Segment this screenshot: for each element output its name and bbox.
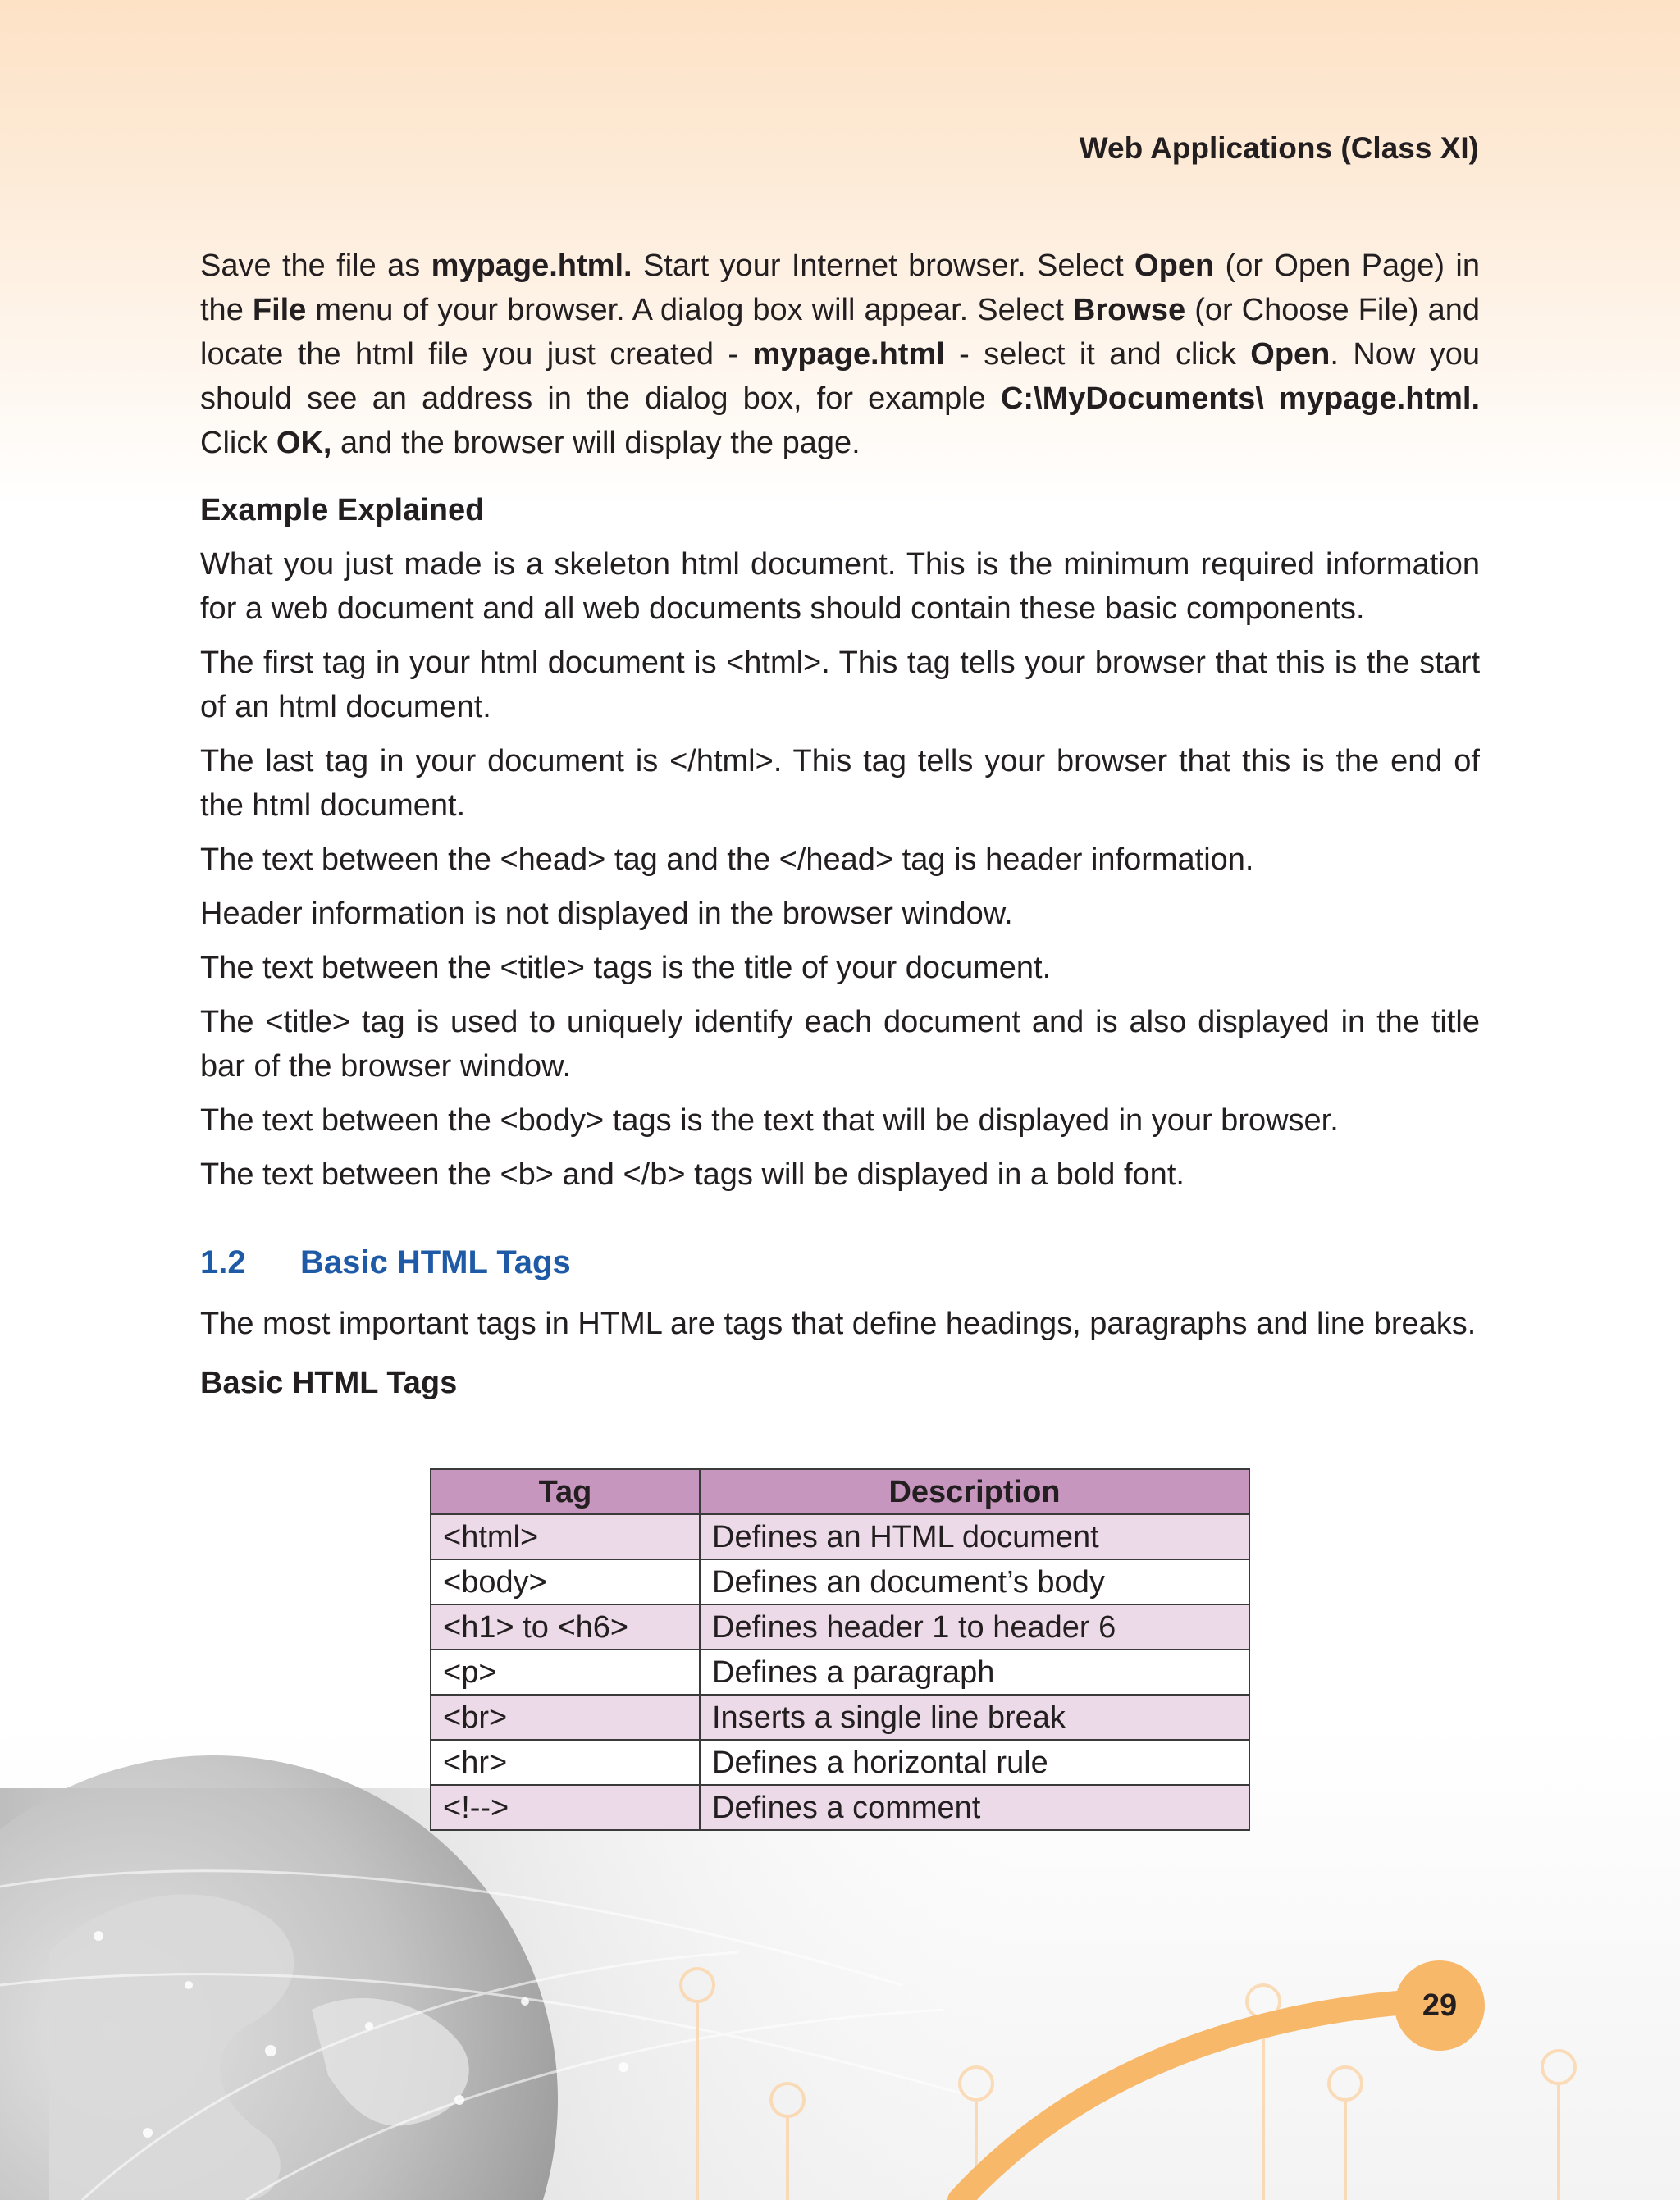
- example-paragraph-1: What you just made is a skeleton html document. This is the minimum required information for a web document and all web documents should contain these basic components.: [200, 547, 1480, 626]
- example-explained-heading: Example Explained: [200, 493, 485, 527]
- table-cell-description: Defines header 1 to header 6: [700, 1604, 1249, 1650]
- intro-bold-term: C:\MyDocuments\ mypage.html.: [1000, 381, 1480, 416]
- table-row: [431, 1785, 1249, 1830]
- section-heading: [200, 1240, 571, 1285]
- table-cell-tag: <body>: [431, 1559, 700, 1604]
- table-header-description: Description: [700, 1469, 1249, 1514]
- section-intro-block: [200, 1302, 1480, 1405]
- table-cell-tag: <hr>: [431, 1740, 700, 1785]
- example-paragraph-4: The text between the <head> tag and the </head> tag is header information.: [200, 842, 1254, 877]
- intro-text-run: . Now you should see an address in the dialog box, for example: [200, 337, 1480, 416]
- table-cell-tag: <h1> to <h6>: [431, 1604, 700, 1650]
- table-cell-tag: <p>: [431, 1650, 700, 1695]
- intro-text-run: Start your Internet browser. Select: [632, 249, 1135, 283]
- section-intro-paragraph: The most important tags in HTML are tags that define headings, paragraphs and line breaks.: [200, 1307, 1477, 1341]
- table-cell-description: Defines a paragraph: [700, 1650, 1249, 1695]
- intro-bold-term: File: [252, 293, 307, 327]
- intro-bold-term: Open: [1134, 249, 1215, 283]
- running-header: Web Applications (Class XI): [1079, 131, 1479, 165]
- example-paragraph-6: The text between the <title> tags is the title of your document.: [200, 951, 1052, 985]
- table-cell-description: Inserts a single line break: [700, 1695, 1249, 1740]
- example-paragraph-7: The <title> tag is used to uniquely identify each document and is also displayed in the title bar of the browser window.: [200, 1005, 1480, 1084]
- intro-bold-term: Open: [1250, 337, 1331, 372]
- section-title: Basic HTML Tags: [300, 1244, 571, 1280]
- table-row: [431, 1695, 1249, 1740]
- table-row: [431, 1604, 1249, 1650]
- intro-text-run: Click: [200, 426, 276, 460]
- example-explained-block: [200, 488, 1480, 1197]
- example-paragraph-2: The first tag in your html document is <html>. This tag tells your browser that this is the start of an html document.: [200, 646, 1480, 724]
- intro-text-run: Save the file as: [200, 249, 431, 283]
- page-number-badge: 29: [1395, 1960, 1485, 2051]
- intro-bold-term: mypage.html.: [431, 249, 632, 283]
- table-cell-description: Defines a comment: [700, 1785, 1249, 1830]
- intro-text-run: (or Open Page) in the: [200, 249, 1481, 327]
- example-paragraph-9: The text between the <b> and </b> tags will be displayed in a bold font.: [200, 1157, 1185, 1192]
- table-cell-tag: <html>: [431, 1514, 700, 1559]
- intro-bold-term: OK,: [276, 426, 332, 460]
- intro-text-run: (or Choose File) and locate the html file you just created -: [200, 293, 1480, 372]
- basic-html-tags-table: [430, 1468, 1250, 1831]
- table-cell-description: Defines an document’s body: [700, 1559, 1249, 1604]
- intro-paragraph: [200, 244, 1480, 465]
- table-cell-tag: <!-->: [431, 1785, 700, 1830]
- intro-text-run: - select it and click: [944, 337, 1251, 372]
- intro-bold-term: mypage.html: [752, 337, 945, 372]
- intro-text-run: and the browser will display the page.: [331, 426, 861, 460]
- table-cell-description: Defines an HTML document: [700, 1514, 1249, 1559]
- table-row: [431, 1650, 1249, 1695]
- table-header-row: [431, 1469, 1249, 1514]
- intro-text-run: menu of your browser. A dialog box will appear. Select: [306, 293, 1073, 327]
- table-cell-description: Defines a horizontal rule: [700, 1740, 1249, 1785]
- section-number: 1.2: [200, 1244, 246, 1280]
- table-row: [431, 1514, 1249, 1559]
- table-row: [431, 1740, 1249, 1785]
- intro-block: [200, 244, 1480, 465]
- table-header-tag: Tag: [431, 1469, 700, 1514]
- table-caption: Basic HTML Tags: [200, 1366, 458, 1400]
- example-paragraph-3: The last tag in your document is </html>. This tag tells your browser that this is the end of the html document.: [200, 744, 1480, 823]
- example-paragraph-5: Header information is not displayed in the browser window.: [200, 897, 1013, 931]
- intro-bold-term: Browse: [1072, 293, 1186, 327]
- table-row: [431, 1559, 1249, 1604]
- table-cell-tag: <br>: [431, 1695, 700, 1740]
- example-paragraph-8: The text between the <body> tags is the text that will be displayed in your browser.: [200, 1103, 1339, 1138]
